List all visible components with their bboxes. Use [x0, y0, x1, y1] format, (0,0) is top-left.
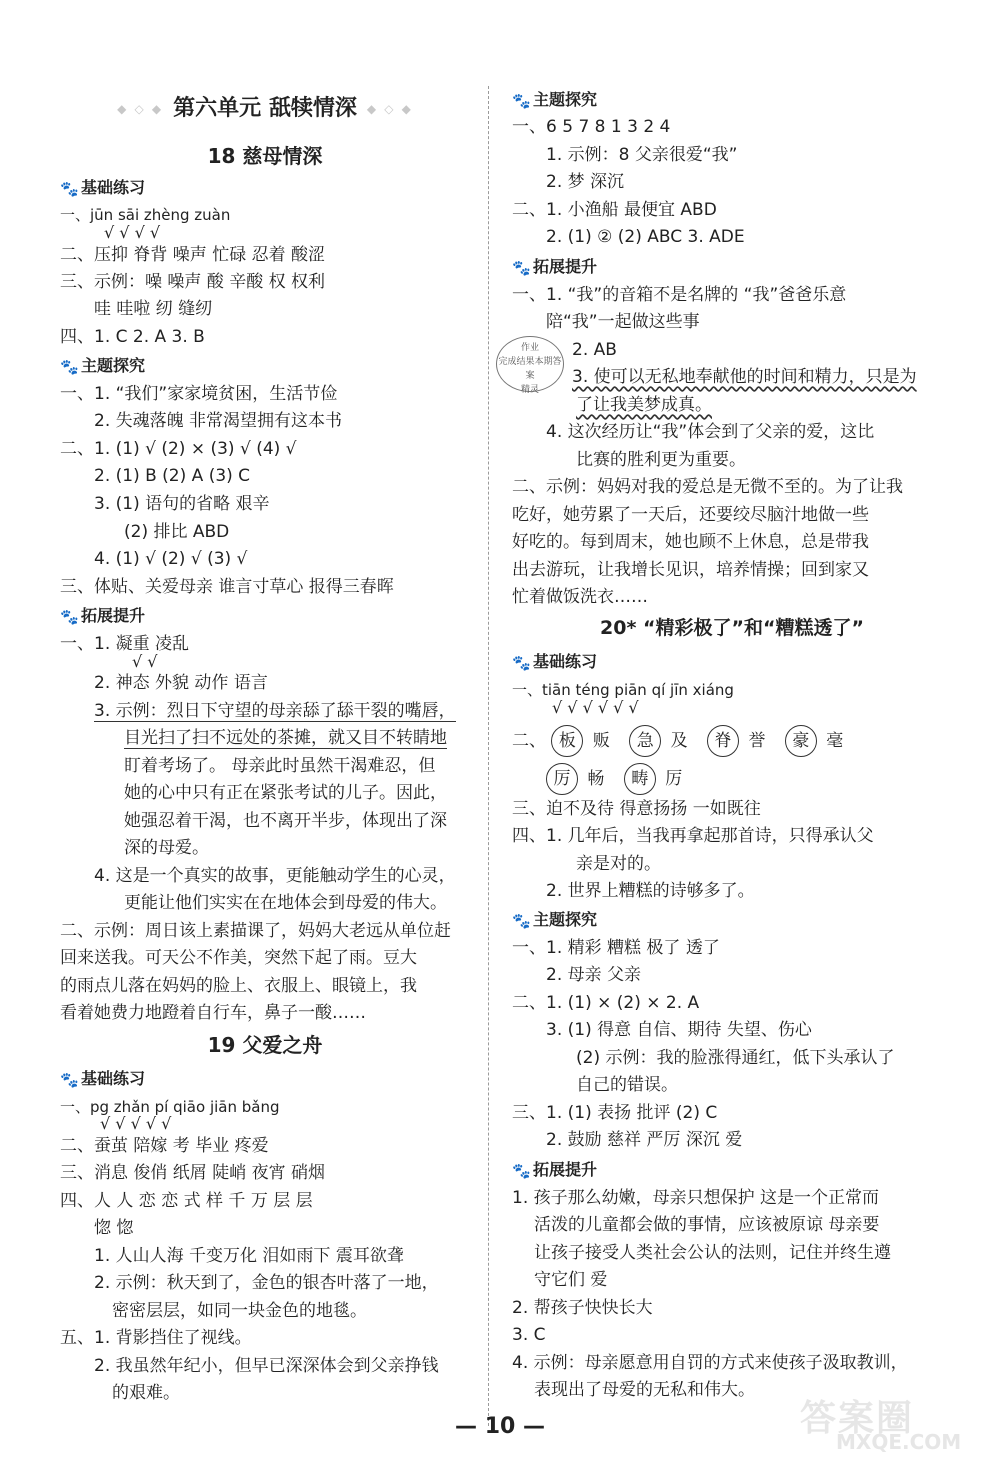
answer-line: 表现出了母爱的无私和伟大。 [534, 1380, 755, 1400]
section-theme-inquiry: 🐾 主题探究 [512, 908, 597, 933]
answer-line: 1. 示例：8 父亲很爱“我” [546, 145, 738, 165]
plain-char: 贩 [592, 731, 610, 751]
paw-icon: 🐾 [60, 607, 79, 626]
answer-line: 4. 这是一个真实的故事，更能触动学生的心灵， [94, 866, 456, 886]
lesson-20-title: 20* “精彩极了”和“糟糕透了” [600, 617, 864, 639]
answer-line: 一、1. “我们”家家境贫困，生活节俭 [60, 384, 338, 404]
section-extension: 🐾 拓展提升 [512, 1158, 597, 1183]
watermark-logo: 答案圈 [800, 1398, 915, 1439]
answer-line: 出去游玩，让我增长见识，培养情操；回到家又 [512, 560, 869, 580]
answer-line: 守它们 爱 [534, 1270, 608, 1290]
plain-char: 毫 [826, 731, 844, 751]
answer-line: 三、消息 俊俏 纸屑 陡峭 夜宵 硝烟 [60, 1163, 326, 1183]
answer-line: 2. 鼓励 慈祥 严厉 深沉 爱 [546, 1130, 743, 1150]
answer-line: 一、1. “我”的音箱不是名牌的 “我”爸爸乐意 [512, 285, 847, 305]
char-choice-row: 二、 板 贩 急 及 脊 誉 豪 毫 [512, 724, 843, 758]
answer-line: 惚 惚 [94, 1218, 134, 1238]
section-theme-inquiry: 🐾 主题探究 [512, 88, 597, 113]
answer-line: 盯着考场了。 母亲此时虽然干渴难忍，但 [124, 756, 436, 776]
answer-line: 2. 失魂落魄 非常渴望拥有这本书 [94, 411, 343, 431]
paw-icon: 🐾 [512, 911, 531, 930]
paw-icon: 🐾 [60, 179, 79, 198]
answer-line: 2. (1) ② (2) ABC 3. ADE [546, 227, 745, 247]
answer-line: 好吃的。每到周末，她也顾不上休息，总是带我 [512, 532, 869, 552]
answer-line: 四、人 人 恋 恋 式 样 千 万 层 层 [60, 1191, 313, 1211]
answer-line: 2. 帮孩子快快长大 [512, 1298, 653, 1318]
answer-line: 三、迫不及待 得意扬扬 一如既往 [512, 799, 761, 819]
answer-line: 看着她费力地蹬着自行车，鼻子一酸…… [60, 1003, 366, 1023]
answer-line: 二、示例：周日该上素描课了，妈妈大老远从单位赶 [60, 921, 451, 941]
paw-icon: 🐾 [512, 258, 531, 277]
circled-char: 脊 [707, 725, 739, 757]
answer-line: 二、1. 小渔船 最便宜 ABD [512, 200, 717, 220]
paw-icon: 🐾 [60, 357, 79, 376]
answer-line: 活泼的儿童都会做的事情，应该被原谅 母亲要 [534, 1215, 880, 1235]
answer-line: 回来送我。可天公不作美，突然下起了雨。豆大 [60, 948, 417, 968]
paw-icon: 🐾 [512, 1161, 531, 1180]
answer-line: 她强忍着干渴，也不离开半步，体现出了深 [124, 811, 447, 831]
answer-line: 二、压抑 脊背 噪声 忙碌 忍着 酸涩 [60, 245, 326, 265]
answer-line: 2. 世界上糟糕的诗够多了。 [546, 881, 755, 901]
check-marks: √ √ √ √ √ √ [552, 698, 639, 717]
answer-line: 更能让他们实实在在地体会到母爱的伟大。 [124, 893, 447, 913]
answer-line: 2. 我虽然年纪小，但早已深深体会到父亲挣钱 [94, 1356, 439, 1376]
answer-line: 三、体贴、关爱母亲 谁言寸草心 报得三春晖 [60, 577, 394, 597]
plain-char: 畅 [587, 769, 605, 789]
answer-line: 一、pg zhǎn pí qiāo jiān bǎng [60, 1098, 280, 1116]
answer-line: 2. 示例：秋天到了，金色的银杏叶落了一地， [94, 1273, 439, 1293]
answer-line: 1. 人山人海 千变万化 泪如雨下 震耳欲聋 [94, 1246, 404, 1266]
answer-line: 2. 母亲 父亲 [546, 965, 642, 985]
plain-char: 厉 [665, 769, 683, 789]
answer-line: (2) 示例：我的脸涨得通红，低下头承认了 [576, 1048, 895, 1068]
answer-line: 3. (1) 得意 自信、期待 失望、伤心 [546, 1020, 812, 1040]
answer-line: 让孩子接受人类社会公认的法则，记住并终生遵 [534, 1243, 891, 1263]
answer-line: 三、1. (1) 表扬 批评 (2) C [512, 1103, 718, 1123]
check-marks: √ √ [132, 652, 158, 671]
answer-line: 2. 梦 深沉 [546, 172, 625, 192]
check-marks: √ √ √ √ [104, 223, 161, 242]
section-basic-practice: 🐾 基础练习 [60, 1067, 145, 1092]
answer-line: 忙着做饭洗衣…… [512, 587, 648, 607]
paw-icon: 🐾 [512, 91, 531, 110]
answer-line: 一、tiān téng piān qí jīn xiáng [512, 681, 734, 699]
answer-line: 吃好，她劳累了一天后，还要绞尽脑汁地做一些 [512, 505, 869, 525]
answer-line: 4. 这次经历让“我”体会到了父亲的爱，这比 [546, 422, 875, 442]
circled-char: 急 [629, 725, 661, 757]
paw-icon: 🐾 [60, 1070, 79, 1089]
answer-line: 陪“我”一起做这些事 [546, 312, 700, 332]
section-extension: 🐾 拓展提升 [60, 604, 145, 629]
unit-title: ◆ ◇ ◆ 第六单元 舐犊情深 ◆ ◇ ◆ [117, 96, 413, 121]
answer-line: 自己的错误。 [576, 1075, 678, 1095]
circled-char: 豪 [785, 725, 817, 757]
answer-line: 目光扫了扫不远处的茶摊，就又目不转睛地 [124, 728, 447, 748]
paw-icon: 🐾 [512, 653, 531, 672]
answer-line: 四、1. C 2. A 3. B [60, 327, 205, 347]
answer-line: 比赛的胜利更为重要。 [576, 450, 746, 470]
answer-line: 一、1. 精彩 糟糕 极了 透了 [512, 938, 720, 958]
answer-line: 哇 哇啦 纫 缝纫 [94, 299, 213, 319]
watermark-url: MXQE.COM [836, 1430, 962, 1454]
answer-line: 2. 神态 外貌 动作 语言 [94, 673, 268, 693]
answer-line: 二、示例：妈妈对我的爱总是无微不至的。为了让我 [512, 477, 903, 497]
answer-line: 3. 使可以无私地奉献他的时间和精力，只是为 [572, 367, 917, 387]
answer-line: (2) 排比 ABD [124, 522, 230, 542]
lesson-18-title: 18 慈母情深 [207, 144, 323, 168]
circled-char: 畴 [624, 763, 656, 795]
circled-char: 厉 [546, 763, 578, 795]
check-marks: √ √ √ √ √ [100, 1114, 172, 1133]
answer-line: 2. AB [572, 340, 617, 360]
answer-line: 密密层层，如同一块金色的地毯。 [112, 1301, 367, 1321]
answer-line: 的雨点儿落在妈妈的脸上、衣服上、眼镜上，我 [60, 976, 417, 996]
page-number: — 10 — [455, 1414, 545, 1439]
lesson-19-title: 19 父爱之舟 [207, 1033, 323, 1057]
circled-char: 板 [551, 725, 583, 757]
answer-line: 3. 示例：烈日下守望的母亲舔了舔干裂的嘴唇， [94, 701, 456, 721]
stamp-seal: 作业 完成结果本期答案 精灵 [496, 336, 564, 392]
answer-line: 亲是对的。 [576, 854, 661, 874]
answer-line: 的艰难。 [112, 1383, 180, 1403]
plain-char: 及 [670, 731, 688, 751]
answer-line: 三、示例：噪 噪声 酸 辛酸 权 权利 [60, 272, 326, 292]
column-divider [488, 86, 489, 1426]
answer-line: 她的心中只有正在紧张考试的儿子。因此， [124, 783, 447, 803]
answer-line: 二、1. (1) √ (2) × (3) √ (4) √ [60, 439, 297, 459]
section-extension: 🐾 拓展提升 [512, 255, 597, 280]
answer-line: 2. (1) B (2) A (3) C [94, 466, 251, 486]
plain-char: 誉 [748, 731, 766, 751]
section-basic-practice: 🐾 基础练习 [60, 176, 145, 201]
answer-line: 五、1. 背影挡住了视线。 [60, 1328, 252, 1348]
answer-line: 3. (1) 语句的省略 艰辛 [94, 494, 270, 514]
section-basic-practice: 🐾 基础练习 [512, 650, 597, 675]
answer-line: 一、1. 凝重 凌乱 [60, 634, 190, 654]
char-choice-row [512, 762, 682, 796]
answer-line: 一、6 5 7 8 1 3 2 4 [512, 117, 671, 137]
answer-line: 二、1. (1) × (2) × 2. A [512, 993, 700, 1013]
answer-line: 1. 孩子那么幼嫩，母亲只想保护 这是一个正常而 [512, 1188, 880, 1208]
answer-line: 4. 示例：母亲愿意用自罚的方式来使孩子汲取教训， [512, 1353, 908, 1373]
answer-line: 四、1. 几年后，当我再拿起那首诗，只得承认父 [512, 826, 874, 846]
answer-line: 3. C [512, 1325, 546, 1345]
answer-line: 4. (1) √ (2) √ (3) √ [94, 549, 248, 569]
answer-line: 一、jūn sāi zhèng zuàn [60, 206, 231, 224]
answer-line: 二、蚕茧 陪嫁 考 毕业 疼爱 [60, 1136, 269, 1156]
answer-line: 深的母爱。 [124, 838, 209, 858]
section-theme-inquiry: 🐾 主题探究 [60, 354, 145, 379]
answer-line: 了让我美梦成真。 [576, 395, 712, 415]
